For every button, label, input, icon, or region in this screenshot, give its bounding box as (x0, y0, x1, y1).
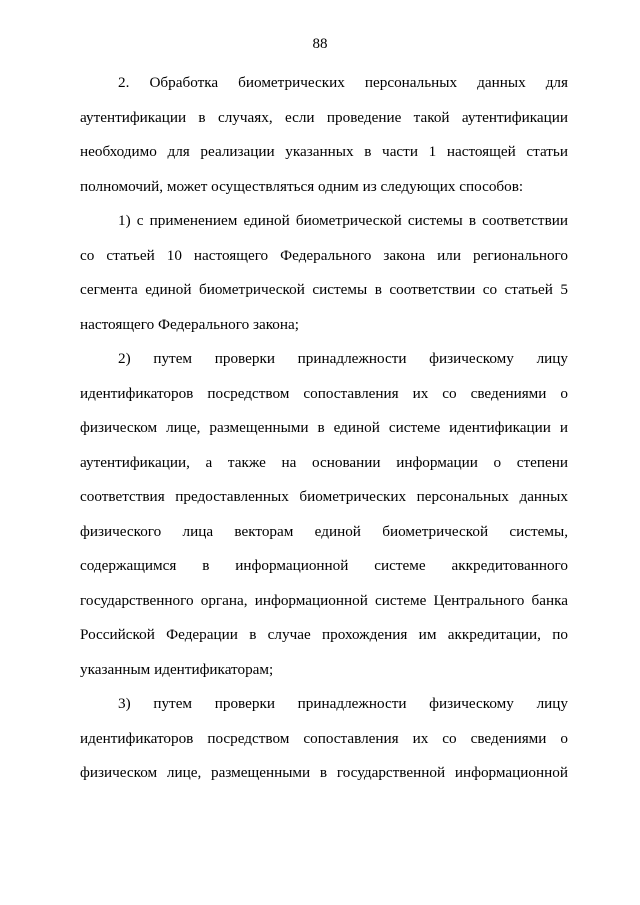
text-line: аутентификации, а также на основании информации о степени (80, 453, 568, 471)
text-line: содержащимся в информационной системе аккредитованного (80, 557, 568, 574)
text-line: полномочий, может осуществляться одним из следующих способов: (80, 177, 524, 195)
text-line: 2. Обработка биометрических персональных данных для (118, 74, 568, 91)
text-line: настоящего Федерального закона; (80, 315, 299, 333)
text-line: 3) путем проверки принадлежности физическому лицу (118, 695, 568, 712)
document-body (80, 66, 568, 791)
list-item-3 (80, 687, 568, 791)
text-line: аутентификации в случаях, если проведение такой аутентификации (80, 108, 568, 126)
text-line: 2) путем проверки принадлежности физическому лицу (118, 350, 568, 367)
text-line: со статьей 10 настоящего Федерального закона или регионального (80, 246, 568, 264)
paragraph-2 (80, 66, 568, 204)
text-line: указанным идентификаторам; (80, 660, 274, 678)
text-line: сегмента единой биометрической системы в соответствии со статьей 5 (80, 281, 568, 298)
text-line: идентификаторов посредством сопоставления их со сведениями о (80, 384, 568, 402)
text-line: Российской Федерации в случае прохождения им аккредитации, по (80, 626, 568, 643)
text-line: идентификаторов посредством сопоставления их со сведениями о (80, 729, 568, 747)
list-item-2 (80, 342, 568, 687)
text-line: физического лица векторам единой биометрической системы, (80, 522, 568, 540)
page-number: 88 (312, 36, 328, 52)
text-line: необходимо для реализации указанных в части 1 настоящей статьи (80, 143, 568, 160)
text-line: соответствия предоставленных биометрических персональных данных (80, 488, 568, 505)
list-item-1 (80, 204, 568, 342)
text-line: государственного органа, информационной системе Центрального банка (80, 591, 568, 609)
text-line: физическом лице, размещенными в государственной информационной (80, 764, 568, 781)
text-line: физическом лице, размещенными в единой системе идентификации и (80, 419, 568, 436)
text-line: 1) с применением единой биометрической системы в соответствии (118, 212, 568, 229)
